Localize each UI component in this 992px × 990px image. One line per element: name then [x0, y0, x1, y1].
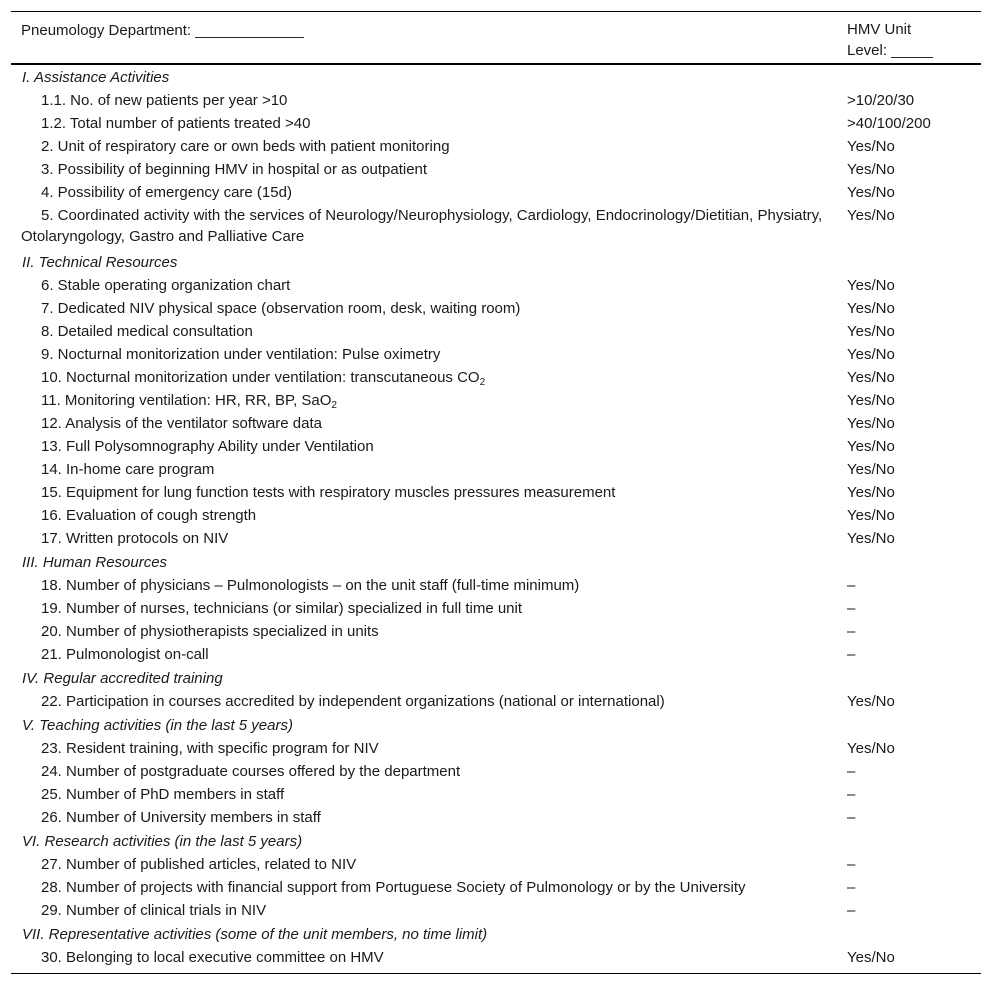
- table-body: [11, 65, 981, 969]
- criterion-value: Yes/No: [847, 300, 895, 317]
- criterion-value: Yes/No: [847, 415, 895, 432]
- table-row: [11, 297, 981, 320]
- header-unit-level: [847, 12, 981, 63]
- criterion-label: [11, 737, 847, 760]
- criterion-label: [11, 158, 847, 181]
- table-row: [11, 853, 981, 876]
- criterion-text: 23. Resident training, with specific program for NIV: [41, 740, 379, 757]
- table-row: [11, 158, 981, 181]
- criterion-value: Yes/No: [847, 530, 895, 547]
- criterion-text: 11. Monitoring ventilation: HR, RR, BP, SaO: [41, 392, 332, 409]
- table-row: [11, 527, 981, 550]
- criterion-value: Yes/No: [847, 369, 895, 386]
- criterion-value: –: [847, 577, 856, 594]
- criterion-text: 29. Number of clinical trials in NIV: [41, 902, 267, 919]
- criterion-label: [11, 366, 847, 389]
- criterion-label: [11, 783, 847, 806]
- criterion-text: 1.1. No. of new patients per year >10: [41, 92, 288, 109]
- table-row: [11, 435, 981, 458]
- section-value-cell: [847, 713, 981, 737]
- criterion-label: [11, 620, 847, 643]
- criterion-label: [11, 806, 847, 829]
- table-row: [11, 366, 981, 389]
- section-row: [11, 922, 981, 946]
- criterion-label: [11, 760, 847, 783]
- table-row: [11, 135, 981, 158]
- section-row: [11, 250, 981, 274]
- criterion-text: 17. Written protocols on NIV: [41, 530, 229, 547]
- header-department: Pneumology Department: _____________: [21, 22, 304, 39]
- criterion-text: 28. Number of projects with financial support from Portuguese Society of Pulmonology or by the University: [41, 879, 746, 896]
- criterion-text: 26. Number of University members in staff: [41, 809, 321, 826]
- table-row: [11, 458, 981, 481]
- criterion-label: [11, 135, 847, 158]
- criterion-label: [11, 504, 847, 527]
- criterion-label: [11, 643, 847, 666]
- criterion-label: [11, 690, 847, 713]
- criterion-value: Yes/No: [847, 346, 895, 363]
- table-row: [11, 690, 981, 713]
- criterion-text: 10. Nocturnal monitorization under ventilation: transcutaneous CO: [41, 369, 480, 386]
- criterion-value: Yes/No: [847, 138, 895, 155]
- section-row: [11, 829, 981, 853]
- criterion-label: [11, 853, 847, 876]
- criterion-value: Yes/No: [847, 693, 895, 710]
- criterion-label: [11, 204, 847, 250]
- criterion-text: 19. Number of nurses, technicians (or similar) specialized in full time unit: [41, 600, 523, 617]
- table-row: [11, 343, 981, 366]
- criterion-value: Yes/No: [847, 277, 895, 294]
- section-title: IV. Regular accredited training: [22, 670, 223, 687]
- table-row: [11, 643, 981, 666]
- criterion-value: Yes/No: [847, 184, 895, 201]
- criterion-text: 30. Belonging to local executive committee on HMV: [41, 949, 384, 966]
- section-row: [11, 666, 981, 690]
- criterion-value: –: [847, 902, 856, 919]
- criterion-text: 20. Number of physiotherapists specialized in units: [41, 623, 379, 640]
- criterion-text: 21. Pulmonologist on-call: [41, 646, 209, 663]
- table-row: [11, 574, 981, 597]
- subscript: 2: [479, 377, 486, 388]
- section-value-cell: [847, 666, 981, 690]
- criterion-label: [11, 527, 847, 550]
- criterion-value: –: [847, 879, 856, 896]
- section-value-cell: [847, 829, 981, 853]
- criterion-label: [11, 389, 847, 412]
- criterion-label: [11, 574, 847, 597]
- criterion-text: 9. Nocturnal monitorization under ventilation: Pulse oximetry: [41, 346, 441, 363]
- criterion-value: Yes/No: [847, 323, 895, 340]
- criterion-label: [11, 343, 847, 366]
- table-row: [11, 737, 981, 760]
- criterion-text: 25. Number of PhD members in staff: [41, 786, 285, 803]
- table-row: [11, 806, 981, 829]
- criterion-text: 27. Number of published articles, related to NIV: [41, 856, 357, 873]
- table-row: [11, 274, 981, 297]
- criterion-text: 22. Participation in courses accredited by independent organizations (national or international): [41, 693, 665, 710]
- criterion-text: 8. Detailed medical consultation: [41, 323, 253, 340]
- criterion-value: >40/100/200: [847, 115, 931, 132]
- section-value-cell: [847, 65, 981, 89]
- criterion-label: [11, 112, 847, 135]
- criterion-value: Yes/No: [847, 949, 895, 966]
- table-row: [11, 620, 981, 643]
- section-value-cell: [847, 250, 981, 274]
- criterion-text: 7. Dedicated NIV physical space (observation room, desk, waiting room): [41, 300, 521, 317]
- criterion-label: [11, 412, 847, 435]
- criterion-label: [11, 89, 847, 112]
- criterion-value: –: [847, 856, 856, 873]
- section-value-cell: [847, 550, 981, 574]
- criterion-label: [11, 946, 847, 969]
- section-title: II. Technical Resources: [22, 254, 178, 271]
- criterion-value: –: [847, 646, 856, 663]
- header-unit: HMV Unit: [847, 21, 912, 38]
- criterion-text: 14. In-home care program: [41, 461, 215, 478]
- criterion-text: 4. Possibility of emergency care (15d): [41, 184, 292, 201]
- criterion-value: Yes/No: [847, 484, 895, 501]
- criterion-text: 24. Number of postgraduate courses offered by the department: [41, 763, 461, 780]
- table-row: [11, 89, 981, 112]
- table-row: [11, 181, 981, 204]
- criterion-text: 16. Evaluation of cough strength: [41, 507, 257, 524]
- criterion-value: –: [847, 786, 856, 803]
- criterion-label: [11, 458, 847, 481]
- criterion-label: [11, 876, 847, 899]
- criterion-value: –: [847, 763, 856, 780]
- criterion-text: 18. Number of physicians – Pulmonologists – on the unit staff (full-time minimum): [41, 577, 580, 594]
- criterion-label: [11, 181, 847, 204]
- section-row: [11, 65, 981, 89]
- table-row: [11, 597, 981, 620]
- section-row: [11, 550, 981, 574]
- criterion-value: Yes/No: [847, 740, 895, 757]
- table-row: [11, 504, 981, 527]
- criterion-value: –: [847, 623, 856, 640]
- section-title: VI. Research activities (in the last 5 years): [22, 833, 303, 850]
- criterion-text: 12. Analysis of the ventilator software data: [41, 415, 322, 432]
- criterion-text: 1.2. Total number of patients treated >40: [41, 115, 311, 132]
- criterion-text: 3. Possibility of beginning HMV in hospital or as outpatient: [41, 161, 428, 178]
- table-row: [11, 389, 981, 412]
- section-row: [11, 713, 981, 737]
- section-title: I. Assistance Activities: [22, 69, 170, 86]
- criterion-text: 13. Full Polysomnography Ability under Ventilation: [41, 438, 374, 455]
- section-value-cell: [847, 922, 981, 946]
- criterion-label: [11, 297, 847, 320]
- table-header: [11, 12, 981, 65]
- table-row: [11, 481, 981, 504]
- criterion-label: [11, 274, 847, 297]
- criterion-value: –: [847, 809, 856, 826]
- criteria-table: [11, 11, 981, 974]
- criterion-value: –: [847, 600, 856, 617]
- table-row: [11, 112, 981, 135]
- subscript: 2: [331, 400, 337, 411]
- criterion-text: 5. Coordinated activity with the services of Neurology/Neurophysiology, Cardiology, Endocrinology/Dietitian, Physiatry, Otolaryngology, Gastro and Palliative Care: [21, 207, 823, 245]
- table-row: [11, 899, 981, 922]
- table-row: [11, 760, 981, 783]
- criterion-label: [11, 320, 847, 343]
- criterion-label: [11, 899, 847, 922]
- criterion-value: Yes/No: [847, 438, 895, 455]
- section-title: III. Human Resources: [22, 554, 168, 571]
- table-row: [11, 946, 981, 969]
- header-level: Level: _____: [847, 42, 933, 59]
- criterion-value: Yes/No: [847, 392, 895, 409]
- criterion-value: >10/20/30: [847, 92, 915, 109]
- criterion-value: Yes/No: [847, 461, 895, 478]
- section-title: VII. Representative activities (some of the unit members, no time limit): [22, 926, 488, 943]
- criterion-value: Yes/No: [847, 507, 895, 524]
- criterion-label: [11, 597, 847, 620]
- table-row: [11, 204, 981, 250]
- table-row: [11, 783, 981, 806]
- table-row: [11, 412, 981, 435]
- table-row: [11, 320, 981, 343]
- section-title: V. Teaching activities (in the last 5 years): [22, 717, 293, 734]
- criterion-value: Yes/No: [847, 161, 895, 178]
- criterion-label: [11, 481, 847, 504]
- criterion-text: 2. Unit of respiratory care or own beds with patient monitoring: [41, 138, 450, 155]
- criterion-text: 15. Equipment for lung function tests with respiratory muscles pressures measurement: [41, 484, 616, 501]
- table-row: [11, 876, 981, 899]
- criterion-text: 6. Stable operating organization chart: [41, 277, 291, 294]
- bottom-rule: [11, 973, 981, 974]
- criterion-value: Yes/No: [847, 207, 895, 224]
- criterion-label: [11, 435, 847, 458]
